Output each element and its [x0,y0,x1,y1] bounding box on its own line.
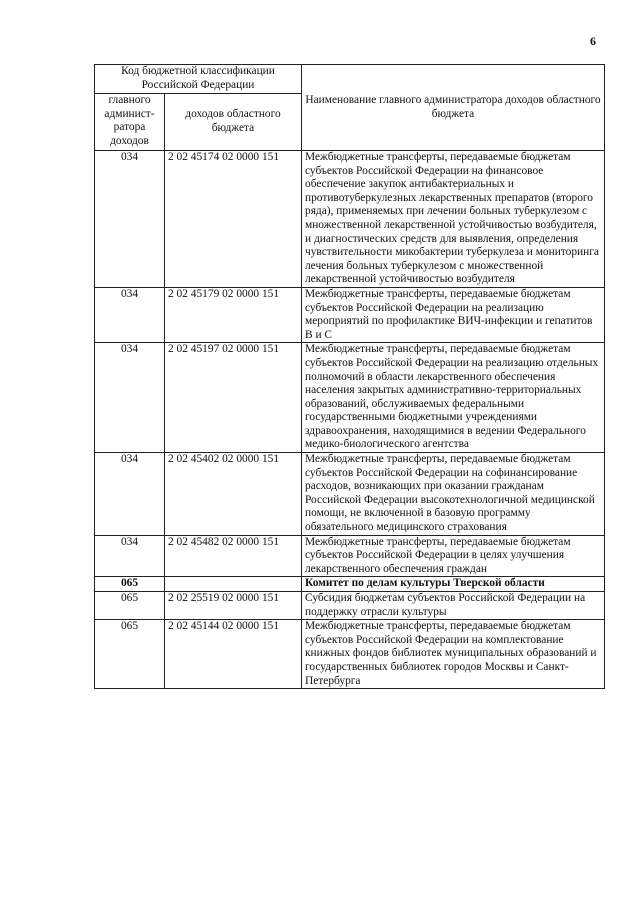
admin-code-cell: 065 [95,592,165,620]
description-cell: Комитет по делам культуры Тверской области [302,577,605,592]
income-code-cell: 2 02 45402 02 0000 151 [165,453,302,536]
description-cell: Межбюджетные трансферты, передаваемые бюджетам субъектов Российской Федерации на софинансирование расходов, возникающих при оказании гражданам Российской Федерации высокотехнологичной медицинской помощи, не включенной в базовую программу обязательного медицинского страхования [302,453,605,536]
header-income-column: доходов областного бюджета [165,94,302,151]
description-cell: Межбюджетные трансферты, передаваемые бюджетам субъектов Российской Федерации на реализацию отдельных полномочий в области лекарственного обеспечения населения закрытых административно-территориальных образований, обслуживаемых федеральными государственными бюджетными учреждениями здравоохранения, находящимися в ведении Федерального медико-биологического агентства [302,343,605,453]
description-cell: Межбюджетные трансферты, передаваемые бюджетам субъектов Российской Федерации на комплектование книжных фондов библиотек муниципальных образований и государственных библиотек городов Москвы и Санкт-Петербурга [302,620,605,689]
admin-code-cell: 034 [95,151,165,288]
admin-code-cell: 034 [95,343,165,453]
table-row [95,592,605,620]
page-number: 6 [590,34,596,48]
table-row [95,620,605,689]
income-code-cell: 2 02 45144 02 0000 151 [165,620,302,689]
table-row [95,151,605,288]
income-code-cell: 2 02 45174 02 0000 151 [165,151,302,288]
table-row [95,287,605,342]
income-code-cell: 2 02 45482 02 0000 151 [165,535,302,577]
income-code-cell [165,577,302,592]
admin-code-cell: 065 [95,620,165,689]
income-code-cell: 2 02 25519 02 0000 151 [165,592,302,620]
description-cell: Межбюджетные трансферты, передаваемые бюджетам субъектов Российской Федерации на финансовое обеспечение закупок антибактериальных и противотуберкулезных лекарственных препаратов (второго ряда), применяемых при лечении больных туберкулезом с множественной лекарственной устойчивостью возбудителя, и диагностических средств для выявления, определения чувствительности микобактерии туберкулеза и мониторинга лечения больных туберкулезом с множественной лекарственной устойчивостью возбудителя [302,151,605,288]
header-admin-column: главного админист-ратора доходов [95,94,165,151]
budget-classification-table [94,64,605,689]
admin-code-cell: 034 [95,287,165,342]
description-cell: Субсидия бюджетам субъектов Российской Федерации на поддержку отрасли культуры [302,592,605,620]
table-body [95,151,605,689]
table-row [95,343,605,453]
table-row [95,535,605,577]
income-code-cell: 2 02 45179 02 0000 151 [165,287,302,342]
description-cell: Межбюджетные трансферты, передаваемые бюджетам субъектов Российской Федерации в целях улучшения лекарственного обеспечения граждан [302,535,605,577]
table-row [95,453,605,536]
description-cell: Межбюджетные трансферты, передаваемые бюджетам субъектов Российской Федерации на реализацию мероприятий по профилактике ВИЧ-инфекции и гепатитов B и C [302,287,605,342]
header-name-column: Наименование главного администратора доходов областного бюджета [302,65,605,151]
table-row [95,577,605,592]
admin-code-cell: 034 [95,535,165,577]
header-group-label: Код бюджетной классификации Российской Федерации [95,65,302,94]
admin-code-cell: 034 [95,453,165,536]
admin-code-cell: 065 [95,577,165,592]
income-code-cell: 2 02 45197 02 0000 151 [165,343,302,453]
